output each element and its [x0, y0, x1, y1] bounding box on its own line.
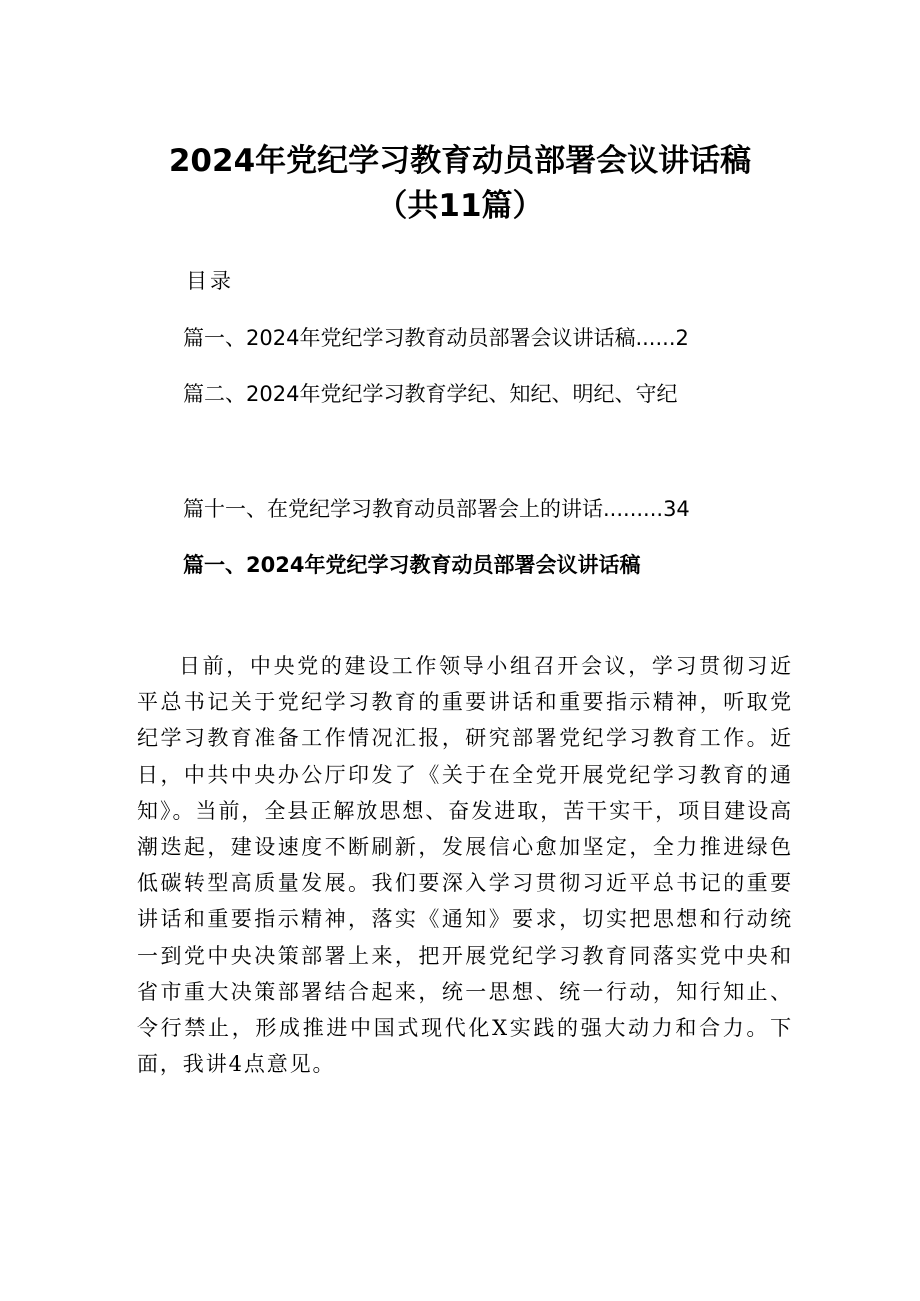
toc-label: 目录: [186, 269, 234, 293]
toc-item[interactable]: 篇一、2024年党纪学习教育动员部署会议讲话稿......2: [183, 326, 689, 350]
section-heading: 篇一、2024年党纪学习教育动员部署会议讲话稿: [183, 553, 641, 577]
document-title: 2024年党纪学习教育动员部署会议讲话稿: [168, 143, 752, 179]
toc-item[interactable]: 篇十一、在党纪学习教育动员部署会上的讲话.........34: [183, 497, 690, 521]
toc-item[interactable]: 篇二、2024年党纪学习教育学纪、知纪、明纪、守纪: [183, 382, 678, 406]
document-title-count: （共11篇）: [376, 188, 544, 224]
body-paragraph: 日前，中央党的建设工作领导小组召开会议，学习贯彻习近平总书记关于党纪学习教育的重要讲话和重要指示精神，听取党纪学习教育准备工作情况汇报，研究部署党纪学习教育工作。近日，中共中央办公厅印发了《关于在全党开展党纪学习教育的通知》。当前，全县正解放思想、奋发进取，苦干实干，项目建设高潮迭起，建设速度不断刷新，发展信心愈加坚定，全力推进绿色低碳转型高质量发展。我们要深入学习贯彻习近平总书记的重要讲话和重要指示精神，落实《通知》要求，切实把思想和行动统一到党中央决策部署上来，把开展党纪学习教育同落实党中央和省市重大决策部署结合起来，统一思想、统一行动，知行知止、令行禁止，形成推进中国式现代化X实践的强大动力和合力。下面，我讲4点意见。: [137, 654, 793, 1077]
